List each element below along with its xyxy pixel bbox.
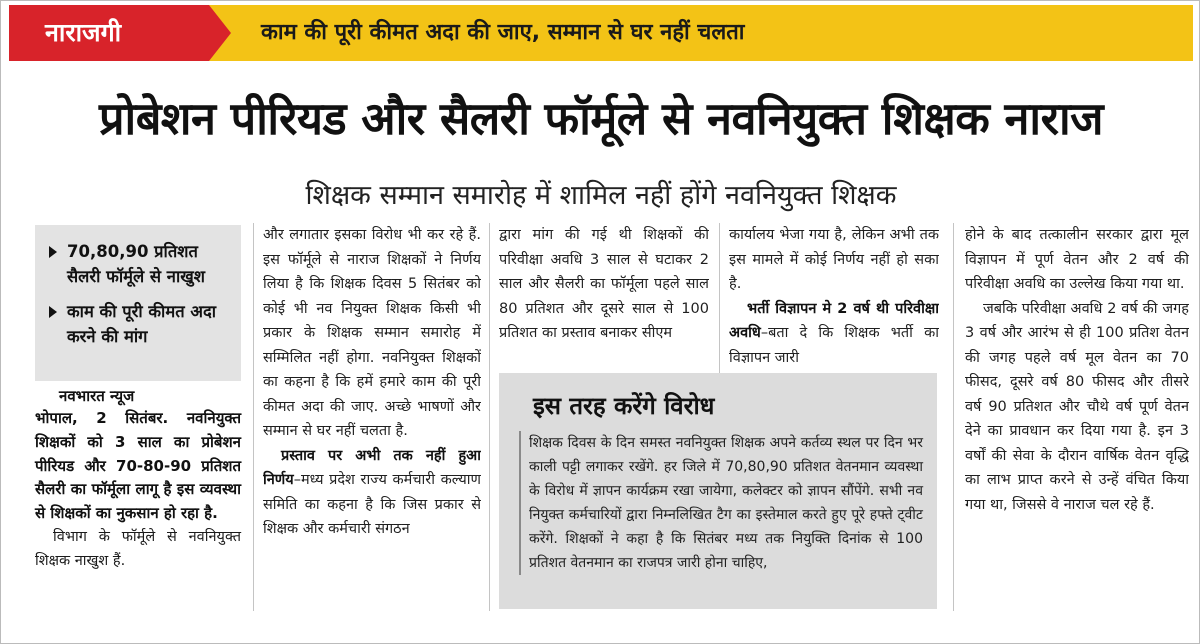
headline: प्रोबेशन पीरियड और सैलरी फॉर्मूले से नवनियुक्त शिक्षक नाराज xyxy=(98,92,1104,145)
col4-paragraph-2: –बता दे कि शिक्षक भर्ती का विज्ञापन जारी xyxy=(729,325,939,366)
boxout-body: शिक्षक दिवस के दिन समस्त नवनियुक्त शिक्षक अपने कर्तव्य स्थल पर दिन भर काली पट्टी लगाकर रखेंगे. हर जिले में 70,80,90 प्रतिशत वेतनमान व्यवस्था के विरोध में ज्ञापन कार्यक्रम रखा जायेगा, कलेक्टर को ज्ञापन सौंपेंगे. सभी नव नियुक्त कर्मचारियों द्वारा निम्नलिखित टैग का इस्तेमाल करते हुए पूरे हफ्ते ट्वीट करेंगे. शिक्षकों ने कहा है कि सितंबर मध्य तक नियुक्ति दिनांक से 100 प्रतिशत वेतनमान का राजपत्र जारी होना चाहिए, xyxy=(519,431,923,575)
col3-paragraph-1: द्वारा मांग की गई थी शिक्षकों की परिवीक्षा अवधि 3 साल से घटाकर 2 साल और सैलरी का फॉर्मूला पहले साल 80 प्रतिशत और दूसरे साल से 100 प्रतिशत का प्रस्ताव बनाकर सीएम xyxy=(499,227,709,341)
top-band xyxy=(9,5,1193,61)
lead-paragraph: भोपाल, 2 सितंबर. नवनियुक्त शिक्षकों को 3 साल का प्रोबेशन पीरियड और 70-80-90 प्रतिशत सैलरी का फॉर्मूला लागू है इस व्यवस्था से शिक्षकों का नुकसान हो रहा है. xyxy=(35,409,241,523)
column-divider xyxy=(719,223,720,373)
col2-paragraph-2: –मध्य प्रदेश राज्य कर्मचारी कल्याण समिति का कहना है कि जिस प्रकार से शिक्षक और कर्मचारी संगठन xyxy=(263,472,481,537)
news-source: नवभारत न्यूज xyxy=(59,387,135,405)
highlight-item: काम की पूरी कीमत अदा करने की मांग xyxy=(45,299,231,349)
column-5 xyxy=(965,223,1189,611)
col5-paragraph-2: जबकि परिवीक्षा अवधि 2 वर्ष की जगह 3 वर्ष और आरंभ से ही 100 प्रतिश वेतन की जगह पहले वर्ष मूल वेतन का 70 फीसद, दूसरे वर्ष 80 फीसद और तीसरे वर्ष 90 प्रतिशत और चौथे वर्ष पूर्ण वेतन देने का प्रावधान कर दिया गया है. इन 3 वर्षों की सेवा के दौरान वार्षिक वेतन वृद्धि का लाभ प्राप्त करने से उन्हें वंचित किया गया था, जिससे वे नाराज चल रहे हैं. xyxy=(965,300,1189,513)
col4-paragraph-1: कार्यालय भेजा गया है, लेकिन अभी तक इस मामले में कोई निर्णय नहीं हो सका है. xyxy=(729,227,939,292)
col4-subhead: भर्ती विज्ञापन मे 2 वर्ष थी परिवीक्षा अवधि xyxy=(729,300,939,341)
column-divider xyxy=(489,223,490,611)
lead-continuation: विभाग के फॉर्मूले से नवनियुक्त शिक्षक नाखुश हैं. xyxy=(35,528,241,569)
col5-paragraph-1: होने के बाद तत्कालीन सरकार द्वारा मूल विज्ञापन में पूर्ण वेतन और 2 वर्ष की परिवीक्षा अवधि का उल्लेख किया गया था. xyxy=(965,227,1189,292)
section-tag: नाराजगी xyxy=(9,5,209,61)
article-body xyxy=(9,65,1193,637)
byline-column xyxy=(35,385,241,574)
column-divider xyxy=(953,223,954,611)
column-2 xyxy=(263,223,481,611)
protest-plan-box xyxy=(499,373,937,609)
boxout-title: इस तरह करेंगे विरोध xyxy=(533,392,715,420)
highlights-box xyxy=(35,225,241,381)
subheadline: शिक्षक सम्मान समारोह में शामिल नहीं होंगे नवनियुक्त शिक्षक xyxy=(305,180,897,211)
column-4 xyxy=(729,223,939,371)
col2-subhead: प्रस्ताव पर अभी तक नहीं हुआ निर्णय xyxy=(263,447,481,488)
highlight-item: 70,80,90 प्रतिशत सैलरी फॉर्मूले से नाखुश xyxy=(45,239,231,289)
column-divider xyxy=(253,223,254,611)
column-3 xyxy=(499,223,709,371)
kicker-line: काम की पूरी कीमत अदा की जाए, सम्मान से घर नहीं चलता xyxy=(261,20,745,45)
col2-paragraph-1: और लगातार इसका विरोध भी कर रहे हैं. इस फॉर्मूले से नाराज शिक्षकों ने निर्णय लिया है कि शिक्षक दिवस 5 सितंबर को कोई भी नव नियुक्त शिक्षक किसी भी प्रकार के शिक्षक सम्मान समारोह में सम्मिलित नहीं होगा. नवनियुक्त शिक्षकों का कहना है कि हमें हमारे काम की पूरी कीमत अदा की जाए. अच्छे भाषणों और सम्मान से घर नहीं चलता है. xyxy=(263,227,481,439)
